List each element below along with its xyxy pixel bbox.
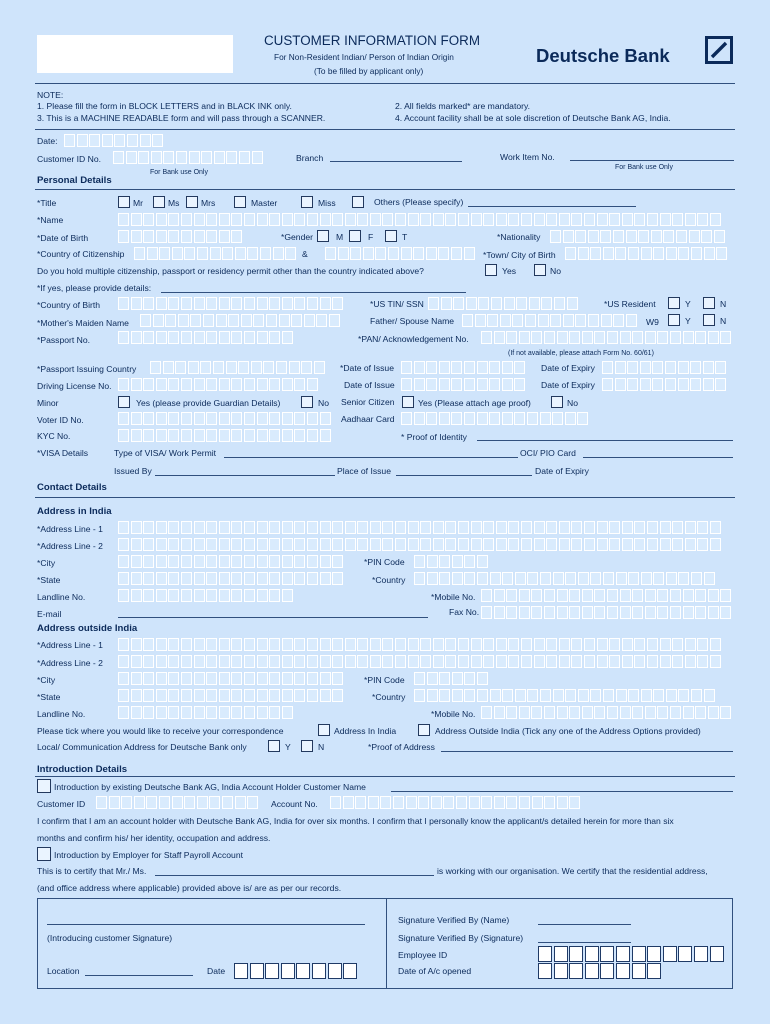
gender-t-checkbox[interactable]: [385, 230, 397, 242]
minor-yes-checkbox[interactable]: [118, 396, 130, 408]
outside-addr2-field[interactable]: [118, 655, 723, 669]
india-landline-label: Landline No.: [37, 592, 86, 602]
verified-signature-label: Signature Verified By (Signature): [398, 933, 524, 943]
local-n-label: N: [318, 742, 325, 752]
citizenship-label: *Country of Citizenship: [37, 249, 125, 259]
nationality-label: *Nationality: [497, 232, 541, 242]
title-mr-label: Mr: [133, 198, 144, 208]
date-ac-opened-label: Date of A/c opened: [398, 966, 472, 976]
intro-existing-checkbox[interactable]: [37, 779, 51, 793]
india-country-field[interactable]: [414, 572, 716, 586]
place-of-issue-field[interactable]: [396, 475, 532, 476]
work-item-label: Work Item No.: [500, 152, 555, 162]
india-pin-label: *PIN Code: [364, 557, 405, 567]
corr-outside-label: Address Outside India (Tick any one of the Address Options provided): [435, 726, 701, 736]
address-outside-heading: Address outside India: [37, 623, 138, 634]
kyc-label: KYC No.: [37, 431, 71, 441]
w9-y-label: Y: [685, 316, 691, 326]
note-3: 3. This is a MACHINE READABLE form and will pass through a SCANNER.: [37, 113, 326, 123]
mother-maiden-field[interactable]: [140, 314, 342, 328]
intro-account-label: Account No.: [271, 799, 318, 809]
father-spouse-label: Father/ Spouse Name: [370, 316, 455, 326]
country-of-birth-label: *Country of Birth: [37, 300, 101, 310]
verified-name-label: Signature Verified By (Name): [398, 915, 510, 925]
deutsche-bank-logo-icon: [705, 36, 733, 64]
multiple-citizenship-question: Do you hold multiple citizenship, passport or residency permit other than the country indicated above?: [37, 266, 424, 276]
signature-box-divider: [386, 898, 387, 989]
driving-license-field[interactable]: [118, 378, 320, 392]
outside-city-field[interactable]: [118, 672, 345, 686]
minor-label: Minor: [37, 398, 59, 408]
outside-country-field[interactable]: [414, 689, 716, 703]
outside-landline-label: Landline No.: [37, 709, 86, 719]
issued-by-field[interactable]: [155, 475, 335, 476]
introducer-signature-field[interactable]: [47, 924, 365, 925]
brand-name: Deutsche Bank: [536, 45, 670, 66]
local-y-checkbox[interactable]: [268, 740, 280, 752]
title-others-label: Others (Please specify): [374, 197, 464, 207]
note-divider: [35, 129, 735, 130]
certify-name-field[interactable]: [155, 875, 434, 876]
fax-field[interactable]: [481, 606, 733, 620]
india-addr1-label: *Address Line - 1: [37, 524, 103, 534]
town-of-birth-field[interactable]: [565, 247, 729, 261]
form-subtitle-note: (To be filled by applicant only): [314, 66, 424, 76]
india-mobile-label: *Mobile No.: [431, 592, 476, 602]
title-mrs-checkbox[interactable]: [186, 196, 198, 208]
branch-label: Branch: [296, 153, 324, 163]
intro-confirm-text-2: months and confirm his/ her identity, occupation and address.: [37, 833, 271, 843]
local-n-checkbox[interactable]: [301, 740, 313, 752]
customer-id-field[interactable]: [113, 151, 264, 165]
email-field[interactable]: [118, 617, 428, 618]
kyc-field[interactable]: [118, 429, 332, 443]
minor-no-label: No: [318, 398, 329, 408]
us-tin-field[interactable]: [428, 297, 579, 311]
fax-label: Fax No.: [449, 607, 480, 617]
outside-addr1-label: *Address Line - 1: [37, 640, 103, 650]
visa-type-label: Type of VISA/ Work Permit: [114, 448, 217, 458]
dl-doe-label: Date of Expiry: [541, 380, 595, 390]
senior-no-label: No: [567, 398, 578, 408]
india-addr2-field[interactable]: [118, 538, 723, 552]
date-label: Date:: [37, 136, 58, 146]
intro-customer-id-field[interactable]: [96, 796, 260, 810]
india-addr2-label: *Address Line - 2: [37, 541, 103, 551]
location-label: Location: [47, 966, 80, 976]
passport-doe-label: Date of Expiry: [541, 363, 595, 373]
gender-label: *Gender: [281, 232, 314, 242]
citizenship-field-2[interactable]: [325, 247, 476, 261]
india-city-field[interactable]: [118, 555, 345, 569]
outside-country-label: *Country: [372, 692, 406, 702]
intro-customer-id-label: Customer ID: [37, 799, 86, 809]
title-mrs-label: Mrs: [201, 198, 216, 208]
corr-india-label: Address In India: [334, 726, 397, 736]
logo-placeholder-box: [37, 35, 233, 73]
dl-doi-field[interactable]: [401, 378, 527, 392]
us-resident-n-checkbox[interactable]: [703, 297, 715, 309]
minor-no-checkbox[interactable]: [301, 396, 313, 408]
correspondence-question: Please tick where you would like to receive your correspondence: [37, 726, 284, 736]
mother-maiden-label: *Mother's Maiden Name: [37, 318, 129, 328]
dl-doi-label: Date of Issue: [344, 380, 395, 390]
date-field[interactable]: [64, 134, 165, 148]
outside-mobile-field[interactable]: [481, 706, 733, 720]
outside-pin-label: *PIN Code: [364, 675, 405, 685]
passport-field[interactable]: [118, 331, 294, 345]
date-ac-opened-field[interactable]: [538, 963, 663, 979]
intro-confirm-text-1: I confirm that I am an account holder with Deutsche Bank AG, India for over six months. I confirm that I personally know the applicant/s detailed herein for more than six: [37, 816, 674, 826]
citizenship-amp: &: [302, 249, 308, 259]
outside-city-label: *City: [37, 675, 56, 685]
outside-pin-field[interactable]: [414, 672, 490, 686]
signature-date-label: Date: [207, 966, 226, 976]
pan-label: *PAN/ Acknowledgement No.: [358, 334, 469, 344]
w9-n-checkbox[interactable]: [703, 314, 715, 326]
outside-landline-field[interactable]: [118, 706, 294, 720]
intro-divider: [35, 776, 735, 777]
verified-name-field[interactable]: [538, 924, 631, 925]
gender-f-checkbox[interactable]: [349, 230, 361, 242]
introduction-heading: Introduction Details: [37, 764, 128, 775]
contact-divider: [35, 497, 735, 498]
india-pin-field[interactable]: [414, 555, 490, 569]
india-state-field[interactable]: [118, 572, 345, 586]
local-address-question: Local/ Communication Address for Deutsche Bank only: [37, 742, 247, 752]
form60-note: (If not available, please attach Form No. 60/61): [508, 350, 654, 357]
india-city-label: *City: [37, 558, 56, 568]
intro-customer-name-field[interactable]: [391, 791, 733, 792]
outside-state-field[interactable]: [118, 689, 345, 703]
oci-pio-field[interactable]: [583, 457, 733, 458]
note-4: 4. Account facility shall be at sole discretion of Deutsche Bank AG, India.: [395, 113, 671, 123]
proof-of-address-label: *Proof of Address: [368, 742, 435, 752]
multiple-yes-checkbox[interactable]: [485, 264, 497, 276]
multiple-no-checkbox[interactable]: [534, 264, 546, 276]
employee-id-label: Employee ID: [398, 950, 448, 960]
title-miss-checkbox[interactable]: [301, 196, 313, 208]
title-ms-checkbox[interactable]: [153, 196, 165, 208]
introducer-signature-label: (Introducing customer Signature): [47, 933, 173, 943]
gender-m-checkbox[interactable]: [317, 230, 329, 242]
senior-yes-label: Yes (Please attach age proof): [418, 398, 531, 408]
title-mr-checkbox[interactable]: [118, 196, 130, 208]
name-field[interactable]: [118, 213, 723, 227]
oci-pio-label: OCI/ PIO Card: [520, 448, 576, 458]
passport-doi-label: *Date of Issue: [340, 363, 394, 373]
intro-employer-label: Introduction by Employer for Staff Payroll Account: [54, 850, 243, 860]
certify-text-a: This is to certify that Mr./ Ms.: [37, 866, 147, 876]
if-yes-label: *If yes, please provide details:: [37, 283, 152, 293]
nationality-field[interactable]: [550, 230, 726, 244]
india-country-label: *Country: [372, 575, 406, 585]
work-item-field[interactable]: [570, 160, 734, 161]
title-master-label: Master: [251, 198, 278, 208]
india-mobile-field[interactable]: [481, 589, 733, 603]
customer-id-label: Customer ID No.: [37, 154, 101, 164]
bank-use-note-2: For Bank use Only: [615, 164, 673, 171]
form-subtitle: For Non-Resident Indian/ Person of Indian Origin: [274, 52, 454, 62]
if-yes-field[interactable]: [161, 292, 466, 293]
dob-field[interactable]: [118, 230, 244, 244]
senior-citizen-label: Senior Citizen: [341, 397, 395, 407]
title-miss-label: Miss: [318, 198, 336, 208]
senior-no-checkbox[interactable]: [551, 396, 563, 408]
employee-id-field[interactable]: [538, 946, 725, 962]
corr-outside-checkbox[interactable]: [418, 724, 430, 736]
passport-doe-field[interactable]: [602, 361, 728, 375]
local-y-label: Y: [285, 742, 291, 752]
gender-f-label: F: [368, 232, 374, 242]
voter-id-field[interactable]: [118, 412, 332, 426]
passport-label: *Passport No.: [37, 335, 91, 345]
form-title: CUSTOMER INFORMATION FORM: [264, 33, 480, 48]
passport-country-field[interactable]: [150, 361, 326, 375]
header-divider: [35, 83, 735, 84]
aadhaar-field[interactable]: [401, 412, 590, 426]
note-label: NOTE:: [37, 90, 64, 100]
visa-details-label: *VISA Details: [37, 448, 89, 458]
intro-existing-label: Introduction by existing Deutsche Bank AG, India Account Holder Customer Name: [54, 782, 366, 792]
outside-mobile-label: *Mobile No.: [431, 709, 476, 719]
us-resident-label: *US Resident: [604, 299, 656, 309]
address-india-heading: Address in India: [37, 506, 112, 517]
us-resident-n-label: N: [720, 299, 727, 309]
minor-yes-label: Yes (please provide Guardian Details): [136, 398, 281, 408]
multiple-yes-label: Yes: [502, 266, 517, 276]
w9-y-checkbox[interactable]: [668, 314, 680, 326]
personal-divider: [35, 189, 735, 190]
india-state-label: *State: [37, 575, 61, 585]
issued-by-label: Issued By: [114, 466, 152, 476]
place-of-issue-label: Place of Issue: [337, 466, 391, 476]
outside-state-label: *State: [37, 692, 61, 702]
outside-addr2-label: *Address Line - 2: [37, 658, 103, 668]
note-1: 1. Please fill the form in BLOCK LETTERS and in BLACK INK only.: [37, 101, 292, 111]
title-master-checkbox[interactable]: [234, 196, 246, 208]
title-ms-label: Ms: [168, 198, 180, 208]
aadhaar-label: Aadhaar Card: [341, 414, 395, 424]
gender-t-label: T: [402, 232, 408, 242]
india-landline-field[interactable]: [118, 589, 294, 603]
voter-id-label: Voter ID No.: [37, 415, 84, 425]
branch-field[interactable]: [330, 161, 462, 162]
dob-label: *Date of Birth: [37, 233, 89, 243]
visa-doe-label: Date of Expiry: [535, 466, 589, 476]
gender-m-label: M: [336, 232, 344, 242]
personal-details-heading: Personal Details: [37, 175, 112, 186]
us-resident-y-label: Y: [685, 299, 691, 309]
india-addr1-field[interactable]: [118, 521, 723, 535]
certify-text-2: (and office address where applicable) provided above is/ are as per our records.: [37, 883, 342, 893]
title-others-checkbox[interactable]: [352, 196, 364, 208]
w9-label: W9: [646, 317, 659, 327]
citizenship-field-1[interactable]: [134, 247, 298, 261]
visa-type-field[interactable]: [224, 457, 518, 458]
us-tin-label: *US TIN/ SSN: [370, 299, 424, 309]
bank-use-note: For Bank use Only: [150, 169, 208, 176]
pan-field[interactable]: [481, 331, 733, 345]
title-label: *Title: [37, 198, 57, 208]
proof-of-address-field[interactable]: [441, 751, 733, 752]
verified-signature-field[interactable]: [538, 942, 631, 943]
outside-addr1-field[interactable]: [118, 638, 723, 652]
email-label: E-mail: [37, 609, 62, 619]
passport-doi-field[interactable]: [401, 361, 527, 375]
town-of-birth-label: *Town/ City of Birth: [483, 250, 556, 260]
driving-license-label: Driving License No.: [37, 381, 112, 391]
passport-country-label: *Passport Issuing Country: [37, 364, 137, 374]
multiple-no-label: No: [550, 266, 561, 276]
us-resident-y-checkbox[interactable]: [668, 297, 680, 309]
contact-details-heading: Contact Details: [37, 482, 107, 493]
intro-account-field[interactable]: [330, 796, 582, 810]
name-label: *Name: [37, 215, 64, 225]
location-field[interactable]: [85, 975, 193, 976]
senior-yes-checkbox[interactable]: [402, 396, 414, 408]
dl-doe-field[interactable]: [602, 378, 728, 392]
note-2: 2. All fields marked* are mandatory.: [395, 101, 531, 111]
corr-india-checkbox[interactable]: [318, 724, 330, 736]
title-others-field[interactable]: [468, 206, 636, 207]
intro-employer-checkbox[interactable]: [37, 847, 51, 861]
w9-n-label: N: [720, 316, 727, 326]
father-spouse-field[interactable]: [462, 314, 638, 328]
proof-of-identity-field[interactable]: [477, 440, 733, 441]
certify-text-b: is working with our organisation. We certify that the residential address,: [437, 866, 708, 876]
proof-of-identity-label: * Proof of Identity: [401, 432, 467, 442]
country-of-birth-field[interactable]: [118, 297, 345, 311]
signature-date-field[interactable]: [234, 963, 359, 979]
